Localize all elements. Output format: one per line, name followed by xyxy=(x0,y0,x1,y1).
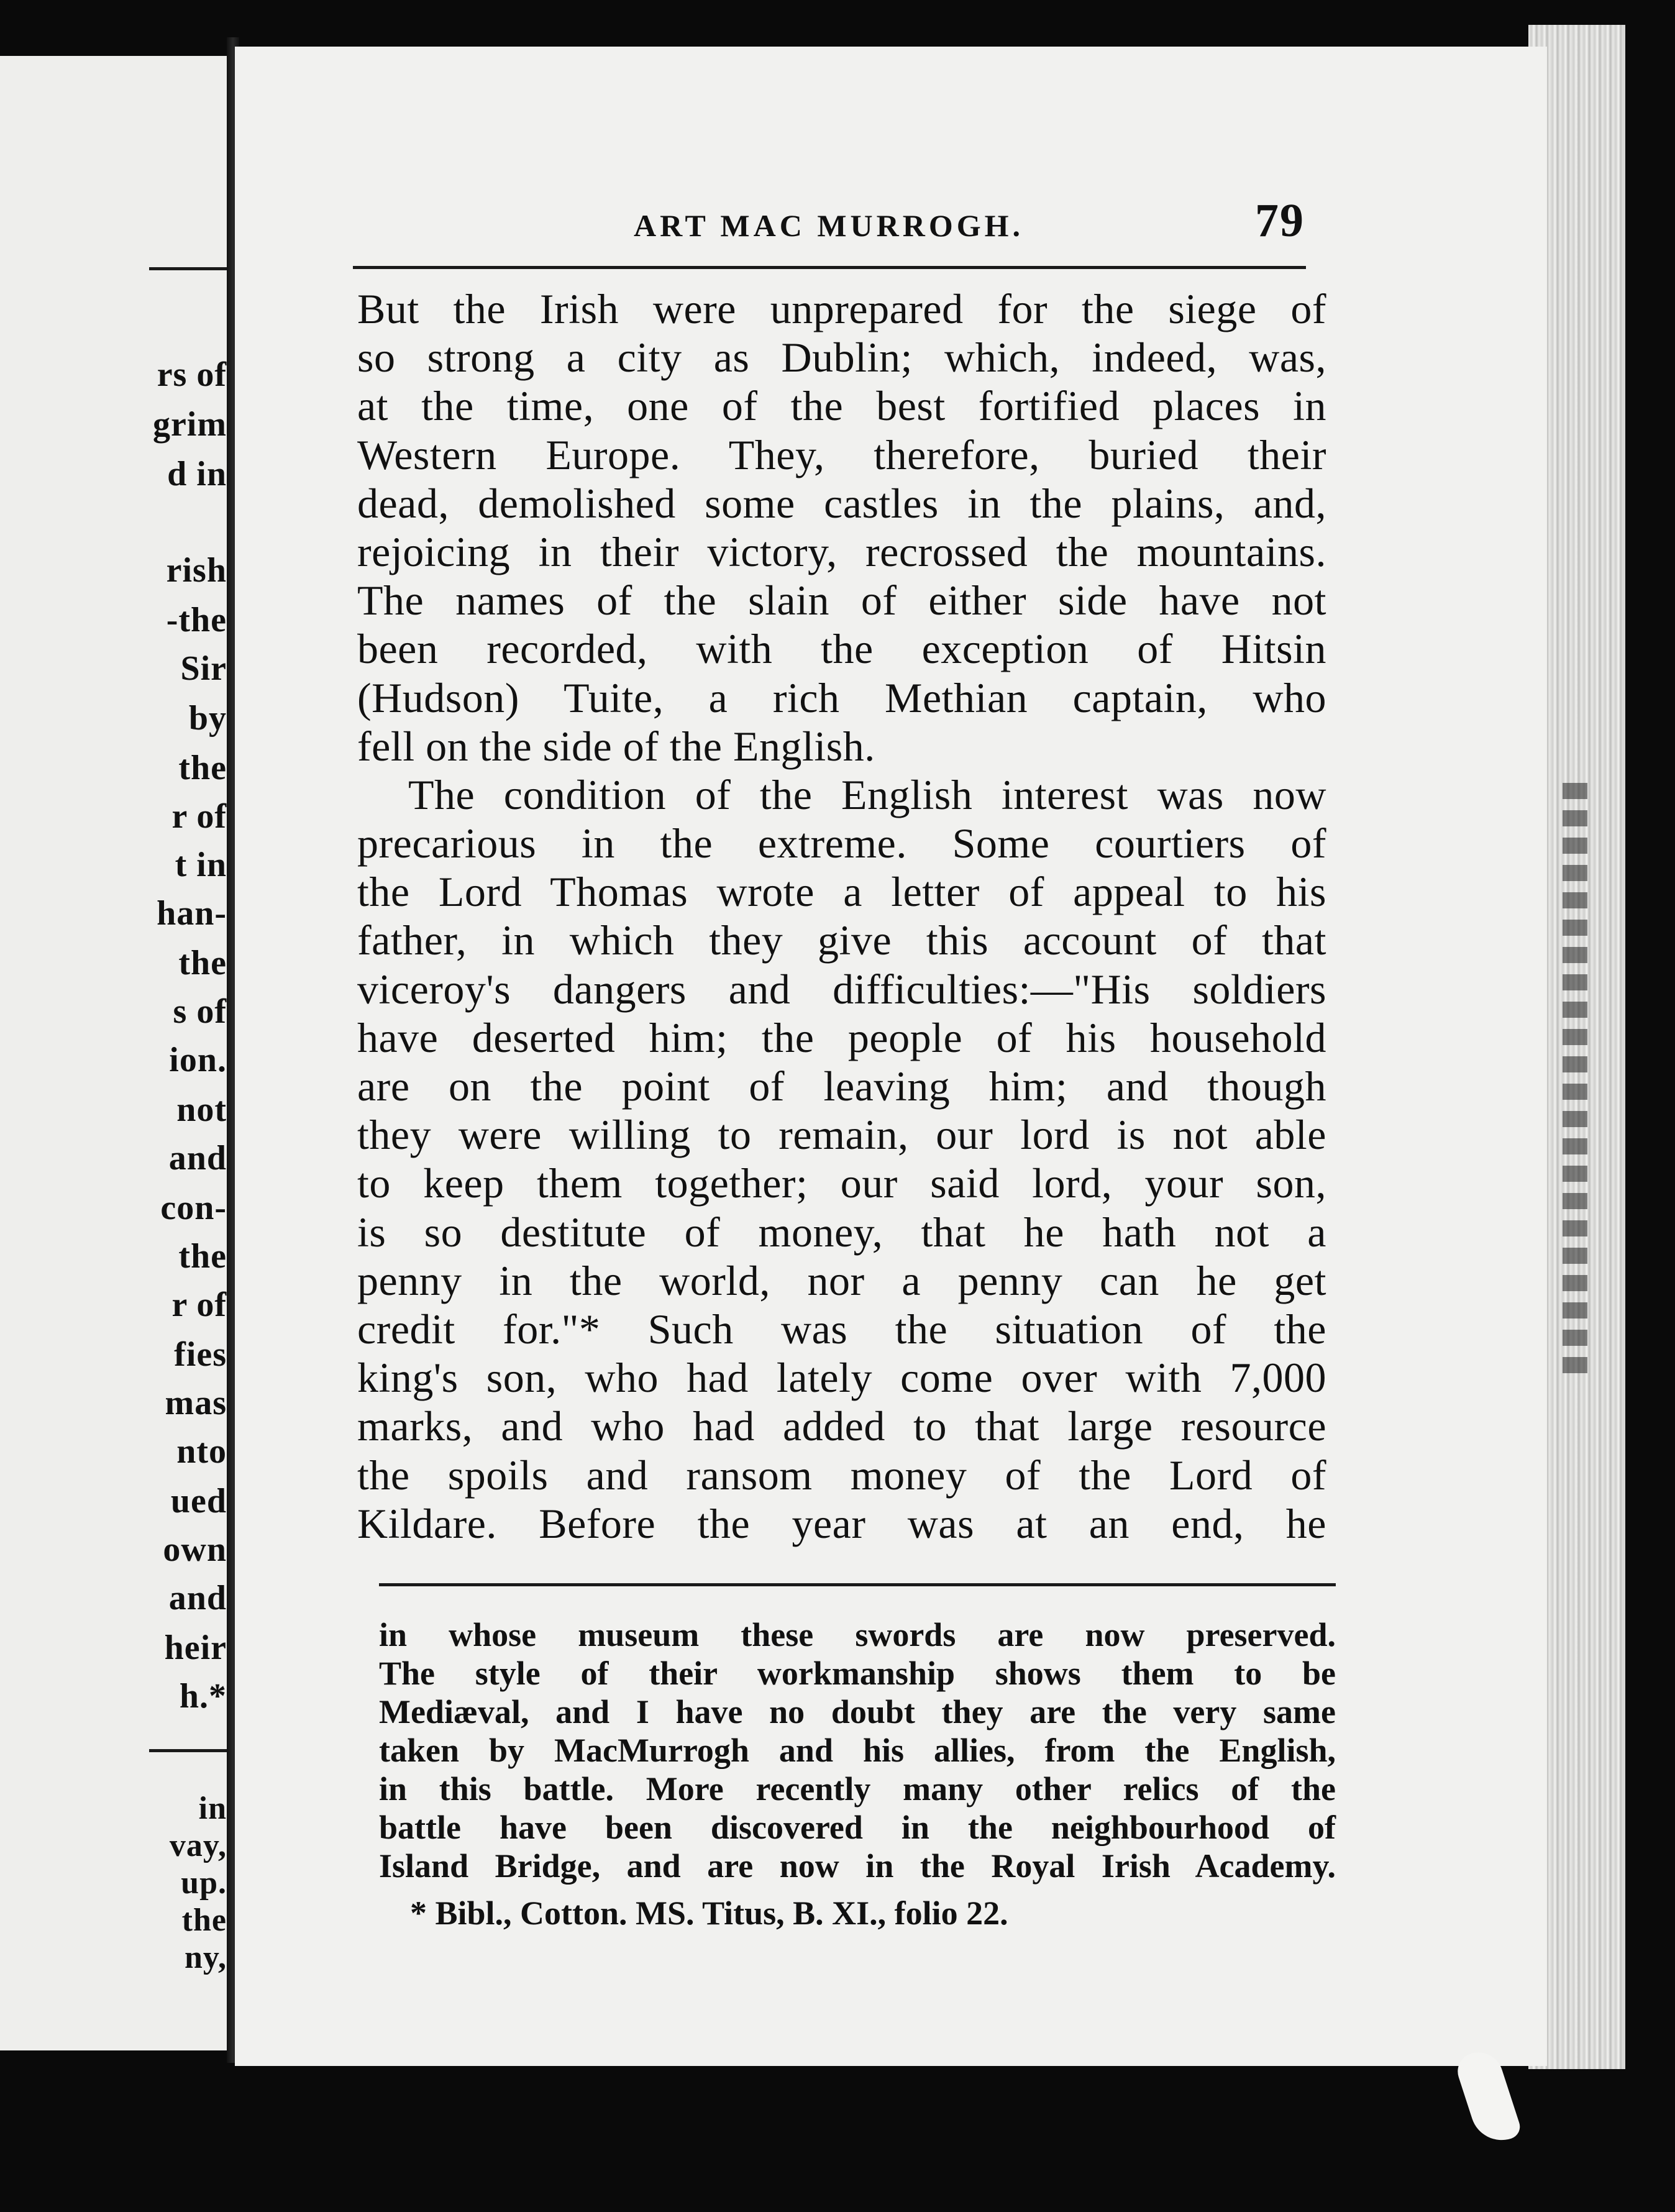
previous-page-footnote-rule xyxy=(149,1749,227,1752)
body-line: precarious in the extreme. Some courtiers of xyxy=(357,820,1326,867)
previous-page-line-fragment: the xyxy=(178,944,227,982)
body-line: the Lord Thomas wrote a letter of appeal to his xyxy=(357,868,1326,916)
body-line: The names of the slain of either side have not xyxy=(357,577,1326,624)
body-line: been recorded, with the exception of Hitsin xyxy=(357,625,1326,673)
previous-page-line-fragment: own xyxy=(163,1530,227,1569)
body-line: Kildare. Before the year was at an end, he xyxy=(357,1499,1326,1547)
previous-page-line-fragment: Sir xyxy=(180,649,227,688)
header-rule xyxy=(353,266,1306,269)
previous-page-line-fragment: grim xyxy=(152,405,227,444)
body-text xyxy=(357,285,1326,1548)
previous-page-line-fragment: -the xyxy=(166,601,227,639)
previous-page-footnote-fragment: vay, xyxy=(169,1828,227,1863)
previous-page-line-fragment: mas xyxy=(165,1384,227,1422)
previous-page-footnote-fragment: ny, xyxy=(184,1940,227,1975)
previous-page-line-fragment: heir xyxy=(164,1629,227,1667)
previous-page-line-fragment: and xyxy=(168,1579,227,1617)
previous-page-line-fragment: rish xyxy=(166,551,227,590)
previous-page-line-fragment: r of xyxy=(171,797,227,836)
footnote-line: Mediæval, and I have no doubt they are the very same xyxy=(379,1693,1336,1730)
running-title: ART MAC MURROGH. xyxy=(634,208,1025,243)
body-line: so strong a city as Dublin; which, indeed, was, xyxy=(357,334,1326,382)
previous-page-line-fragment: not xyxy=(176,1090,227,1129)
previous-page-line-fragment: rs of xyxy=(157,355,227,394)
footnote-line: The style of their workmanship shows them to be xyxy=(379,1655,1336,1692)
body-line: viceroy's dangers and difficulties:—"His soldiers xyxy=(357,965,1326,1013)
edge-library-stamp xyxy=(1563,783,1587,1379)
previous-page-footnote-fragment: up. xyxy=(181,1865,227,1901)
body-line: the spoils and ransom money of the Lord of xyxy=(357,1451,1326,1499)
body-line: are on the point of leaving him; and though xyxy=(357,1063,1326,1110)
previous-page-line-fragment: the xyxy=(178,1237,227,1276)
footnote-line: in whose museum these swords are now preserved. xyxy=(379,1616,1336,1653)
footnote-line: in this battle. More recently many other relics of the xyxy=(379,1770,1336,1808)
body-line: credit for."* Such was the situation of the xyxy=(357,1305,1326,1353)
body-line: The condition of the English interest was now xyxy=(408,770,1326,818)
footnote-rule xyxy=(379,1583,1336,1586)
previous-page-line-fragment: s of xyxy=(173,992,227,1031)
body-line: But the Irish were unprepared for the siege of xyxy=(357,285,1326,332)
previous-page-footnote-fragment: the xyxy=(181,1903,227,1938)
footnote-line: battle have been discovered in the neighbourhood of xyxy=(379,1809,1336,1846)
body-line: rejoicing in their victory, recrossed the mountains. xyxy=(357,528,1326,575)
previous-page-line-fragment: t in xyxy=(175,846,227,884)
body-line: penny in the world, nor a penny can he get xyxy=(357,1256,1326,1304)
body-line: Western Europe. They, therefore, buried their xyxy=(357,431,1326,478)
body-line: father, in which they give this account of that xyxy=(357,916,1326,964)
previous-page-line-fragment: nto xyxy=(176,1432,227,1471)
body-line: to keep them together; our said lord, your son, xyxy=(357,1159,1326,1207)
previous-page-footnote-fragment: in xyxy=(198,1791,227,1826)
page-number: 79 xyxy=(1255,194,1305,247)
body-line: at the time, one of the best fortified places in xyxy=(357,382,1326,430)
body-line: is so destitute of money, that he hath not a xyxy=(357,1208,1326,1256)
body-line: dead, demolished some castles in the plains, and, xyxy=(357,479,1326,527)
previous-page-line-fragment: ued xyxy=(170,1482,227,1520)
previous-page-fragment xyxy=(0,56,227,2050)
previous-page-line-fragment: han- xyxy=(157,894,227,933)
body-line: they were willing to remain, our lord is not able xyxy=(357,1111,1326,1159)
previous-page-line-fragment: r of xyxy=(171,1286,227,1324)
page-header xyxy=(634,194,1305,250)
previous-page-line-fragment: by xyxy=(188,699,227,738)
body-line: fell on the side of the English. xyxy=(357,722,875,770)
previous-page-line-fragment: the xyxy=(178,749,227,787)
footnote-reference: * Bibl., Cotton. MS. Titus, B. XI., folio 22. xyxy=(410,1894,1008,1932)
body-line: king's son, who had lately come over with 7,000 xyxy=(357,1354,1326,1402)
previous-page-line-fragment: ion. xyxy=(169,1041,227,1079)
body-line: have deserted him; the people of his household xyxy=(357,1013,1326,1061)
previous-page-line-fragment: fies xyxy=(174,1335,227,1374)
previous-page-line-fragment: d in xyxy=(167,455,227,493)
footnote-continuation xyxy=(379,1616,1336,1885)
body-line: marks, and who had added to that large resource xyxy=(357,1402,1326,1450)
previous-page-line-fragment: con- xyxy=(160,1189,227,1227)
previous-page-line-fragment: and xyxy=(168,1139,227,1177)
footnote-line: taken by MacMurrogh and his allies, from the English, xyxy=(379,1732,1336,1769)
footnote-line: Island Bridge, and are now in the Royal Irish Academy. xyxy=(379,1847,1336,1885)
body-line: (Hudson) Tuite, a rich Methian captain, who xyxy=(357,674,1326,721)
previous-page-top-rule xyxy=(149,267,227,270)
previous-page-line-fragment: h.* xyxy=(179,1677,227,1716)
footnotes xyxy=(379,1616,1336,1934)
